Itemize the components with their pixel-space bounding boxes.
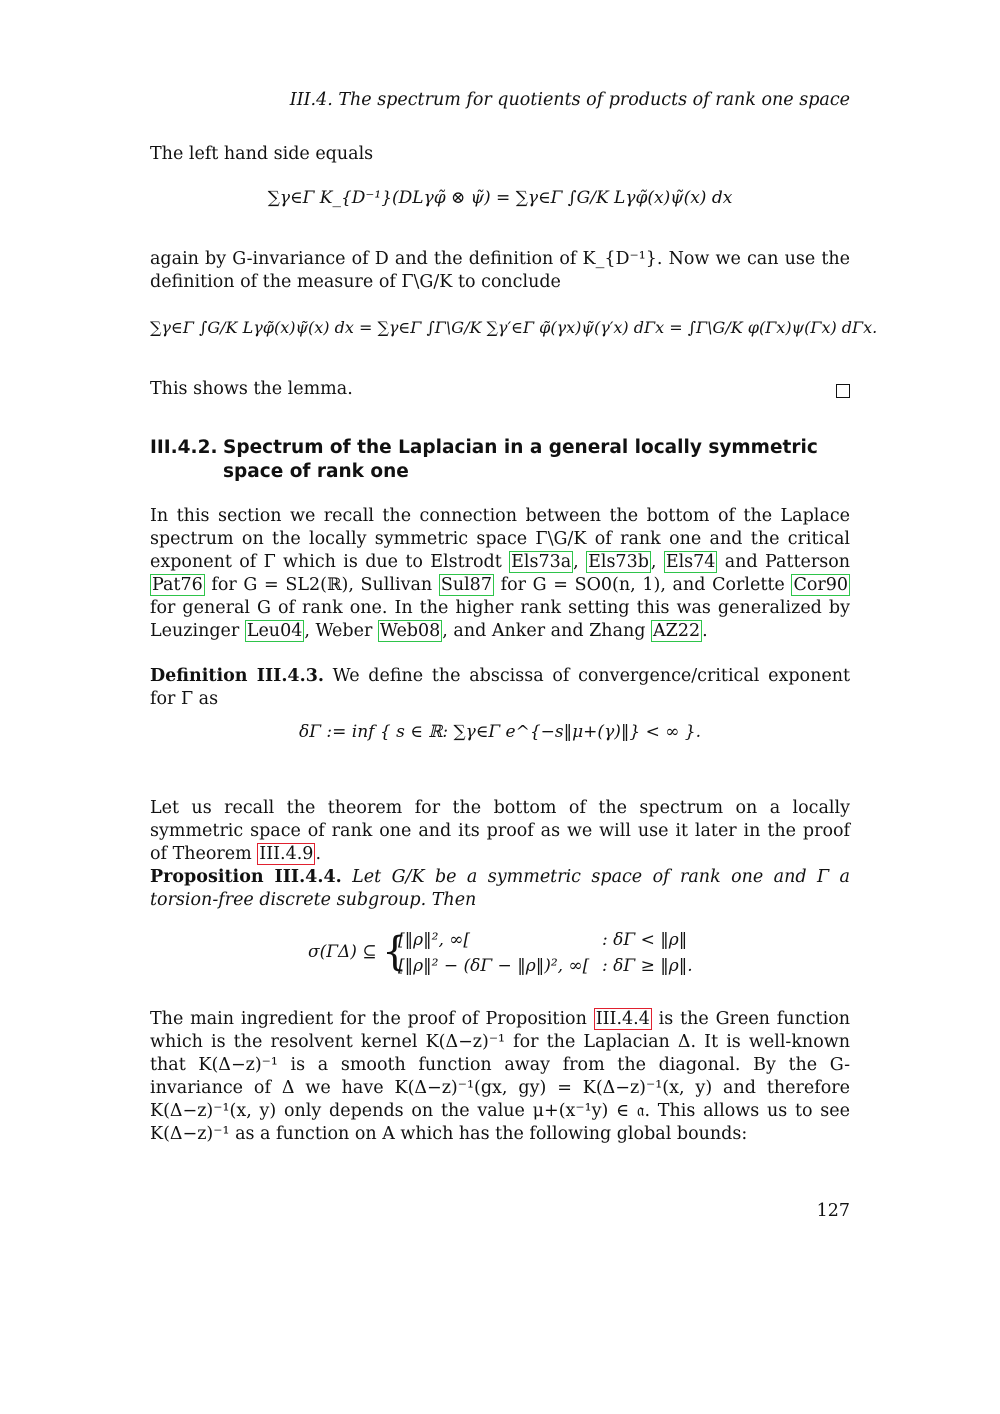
equation-critical-exponent: δΓ := inf { s ∈ ℝ: ∑γ∈Γ e^{−s‖μ+(γ)‖} < ∞ }. [298,722,702,742]
proposition-reference-link[interactable]: III.4.4 [595,1009,650,1029]
case-1-value: [‖ρ‖², ∞[ [398,930,471,950]
citation-link[interactable]: AZ22 [653,621,701,641]
paragraph-lemma: This shows the lemma. [150,379,353,399]
proposition-text: Let G/K be a symmetric space of rank one and Γ a torsion-free discrete subgroup. Then [150,867,850,910]
section-number: III.4.2. [150,437,218,458]
paragraph-history [150,505,850,643]
page [150,0,878,1414]
text: , and Anker and Zhang [442,621,652,641]
citation-link[interactable]: Sul87 [440,575,492,595]
case-1-condition: : δΓ < ‖ρ‖ [602,930,688,950]
citation-link[interactable]: Cor90 [793,575,848,595]
equation-2: ∑γ∈Γ ∫G/K Lγφ̃(x)ψ̃(x) dx = ∑γ∈Γ ∫Γ\G/K ∑γ′∈Γ φ̃(γx)ψ̃(γ′x) dΓx = ∫Γ\G/K φ(Γx)ψ(Γx) dΓx. [150,318,878,337]
text: for G = SO0(n, 1), and Corlette [493,575,792,595]
text: is the Green function which is the resolvent kernel K(Δ−z)⁻¹ for the Laplacian Δ. It is well-known that K(Δ−z)⁻¹ is a smooth function away from the diagonal. By the G-invariance of Δ we have K(Δ−z)⁻¹(gx, gy) = K(Δ−z)⁻¹(x, y) and therefore K(Δ−z)⁻¹(x, y) only depends on the value μ+(x⁻¹y) ∈ 𝔞. This allows us to see K(Δ−z)⁻¹ as a function on A which has the following global bounds: [150,1009,850,1144]
citation-link[interactable]: Web08 [379,621,441,641]
text: , [650,552,664,572]
text: Let us recall the theorem for the bottom of the spectrum on a locally symmetric space of rank one and its proof as we will use it later in the proof of Theorem [150,798,850,864]
case-2-value: [‖ρ‖² − (δΓ − ‖ρ‖)², ∞[ [398,956,590,976]
proposition-label: Proposition III.4.4. [150,867,342,887]
text: . [315,844,322,864]
citation-link[interactable]: Leu04 [246,621,303,641]
definition-text: We define the abscissa of convergence/critical exponent for Γ as [150,666,850,709]
running-header: III.4. The spectrum for quotients of products of rank one space [289,90,850,110]
definition-block [150,665,850,711]
text: , [573,552,587,572]
citation-link[interactable]: Els74 [665,552,716,572]
text: and Patterson [717,552,850,572]
text: The main ingredient for the proof of Proposition [150,1009,594,1029]
paragraph-recall [150,797,850,866]
case-2-condition: : δΓ ≥ ‖ρ‖. [602,956,693,976]
equation-1: ∑γ∈Γ K_{D⁻¹}(DLγφ̃ ⊗ ψ̃) = ∑γ∈Γ ∫G/K Lγφ̃(x)ψ̃(x) dx [267,188,733,208]
paragraph-intro: The left hand side equals [150,144,374,164]
qed-square-icon [836,384,850,398]
text: for general G of rank one. In the higher rank setting this was generalized by Leuzinger [150,598,850,641]
text: for G = SL2(ℝ), Sullivan [204,575,439,595]
citation-link[interactable]: Pat76 [152,575,203,595]
definition-label: Definition III.4.3. [150,666,324,686]
left-brace: { [382,929,408,975]
citation-link[interactable]: Els73b [588,552,649,572]
page-number: 127 [816,1201,850,1221]
cases-lhs: σ(ΓΔ) ⊆ [308,942,377,962]
proposition-block [150,866,850,912]
paragraph-green-function [150,1008,850,1146]
section-heading [150,436,850,484]
equation-spectrum-cases [150,926,850,982]
text: In this section we recall the connection between the bottom of the Laplace spectrum on the locally symmetric space Γ\G/K of rank one and the critical exponent of Γ which is due to Elstrodt [150,506,850,572]
citation-link[interactable]: Els73a [511,552,572,572]
section-title: Spectrum of the Laplacian in a general locally symmetric space of rank one [223,437,818,482]
paragraph-invariance: again by G-invariance of D and the definition of K_{D⁻¹}. Now we can use the definition of the measure of Γ\G/K to conclude [150,249,850,292]
text: , Weber [304,621,378,641]
theorem-reference-link[interactable]: III.4.9 [259,844,314,864]
text: . [702,621,708,641]
